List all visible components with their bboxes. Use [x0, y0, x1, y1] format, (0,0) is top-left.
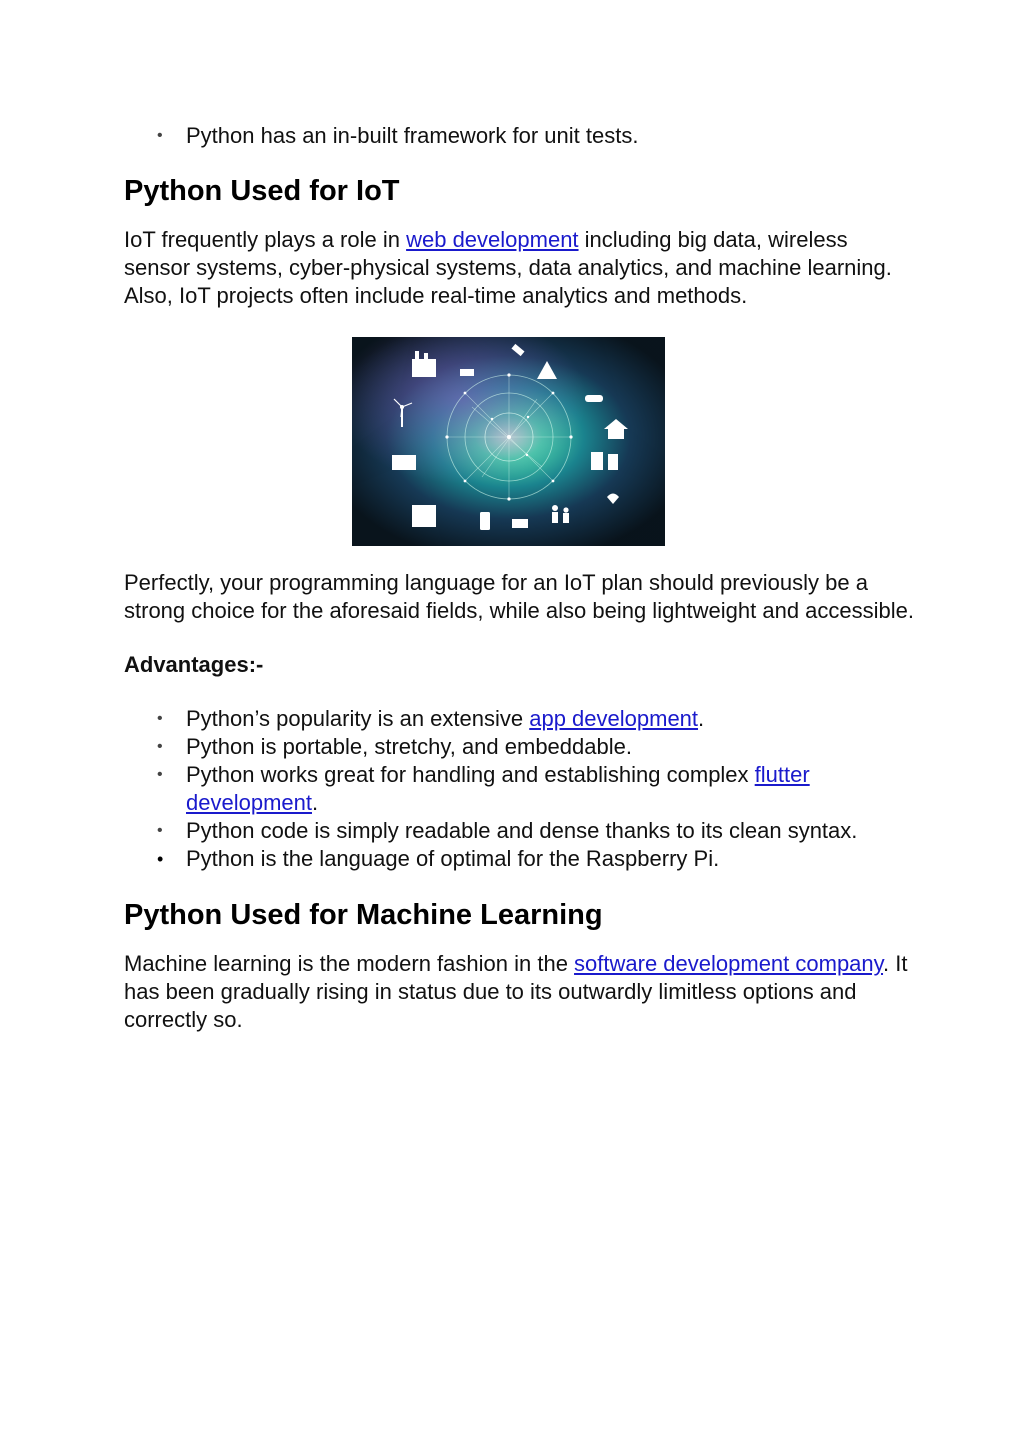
web-development-link[interactable]: web development: [406, 227, 579, 252]
flutter-development-link[interactable]: flutter development: [186, 762, 810, 815]
list-item: • Python works great for handling and establishing complex flutter development.: [157, 762, 810, 815]
bullet-icon: •: [157, 738, 163, 755]
list-item: • Python has an in-built framework for unit tests.: [157, 123, 639, 148]
ml-heading: Python Used for Machine Learning: [124, 899, 603, 931]
bullet-icon: •: [157, 710, 163, 727]
list-item: • Python is the language of optimal for the Raspberry Pi.: [157, 846, 720, 871]
software-development-company-link[interactable]: software development company: [574, 951, 884, 976]
bullet-icon: •: [157, 127, 163, 144]
advantages-heading: Advantages:-: [124, 652, 264, 677]
list-item: • Python code is simply readable and dense thanks to its clean syntax.: [157, 818, 858, 843]
ml-paragraph: Machine learning is the modern fashion in the software development company. It has been gradually rising in status due to its outwardly limitless options and correctly so.: [124, 951, 908, 1032]
app-development-link[interactable]: app development: [529, 706, 699, 731]
top-bullet-list: [124, 122, 914, 150]
document-content: [124, 122, 914, 1034]
list-item: • Python’s popularity is an extensive app development.: [157, 706, 705, 731]
iot-heading: Python Used for IoT: [124, 175, 400, 207]
iot-image-wrapper: [124, 337, 914, 546]
bullet-icon: •: [157, 766, 163, 783]
list-item: • Python is portable, stretchy, and embeddable.: [157, 734, 632, 759]
iot-paragraph: IoT frequently plays a role in web development including big data, wireless sensor systems, cyber-physical systems, data analytics, and machine learning. Also, IoT projects often include real-time analytics and methods.: [124, 227, 892, 308]
iot-network-image: [352, 337, 665, 546]
bullet-icon: •: [157, 849, 164, 869]
bullet-icon: •: [157, 822, 163, 839]
advantages-list: [124, 705, 914, 873]
iot-paragraph-2: Perfectly, your programming language for an IoT plan should previously be a strong choice for the aforesaid fields, while also being lightweight and accessible.: [124, 570, 915, 623]
